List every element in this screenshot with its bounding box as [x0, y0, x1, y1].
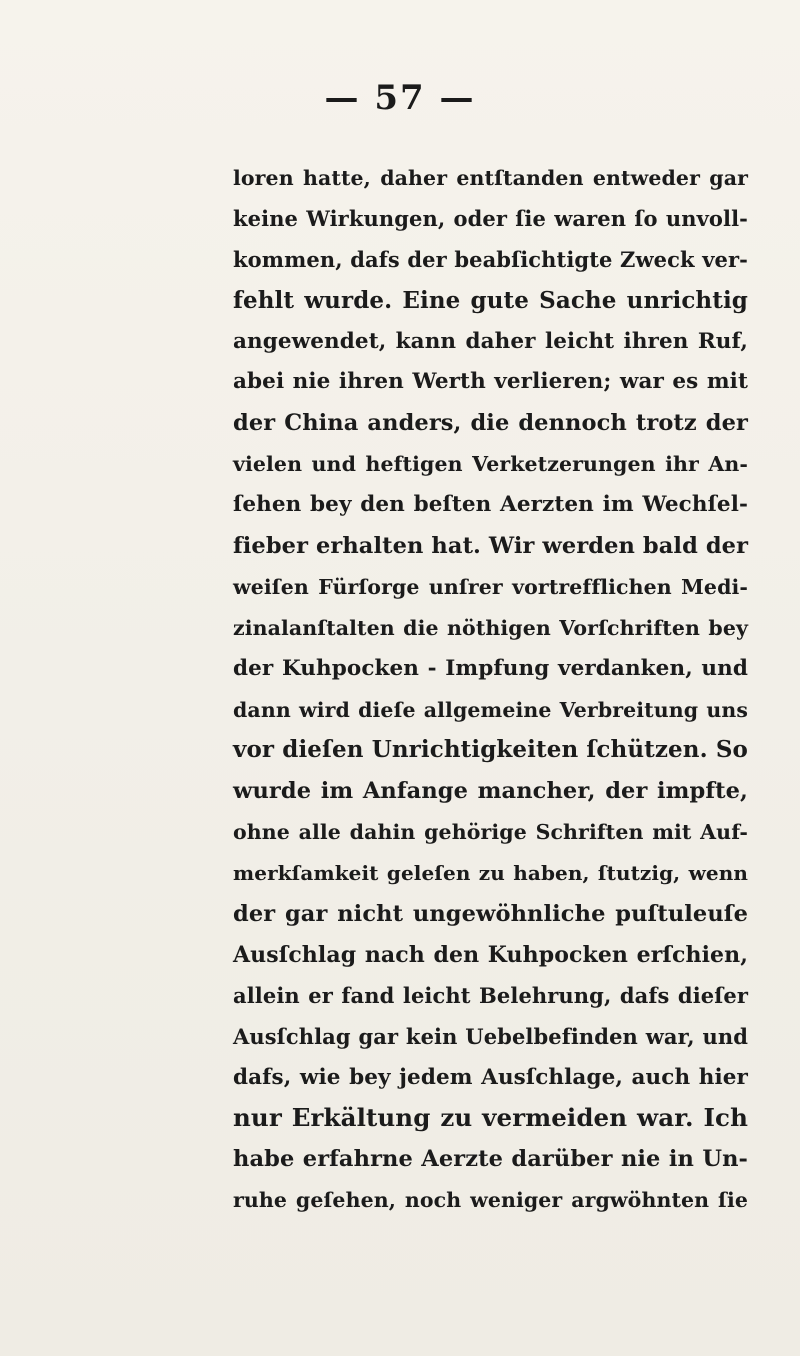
body-text	[233, 158, 748, 1221]
text-line: kommen, dafs der beabſichtigte Zweck ver-	[233, 246, 748, 272]
text-line: dafs, wie bey jedem Ausſchlage, auch hier	[233, 1064, 748, 1090]
text-line: merkſamkeit geleſen zu haben, ſtutzig, wenn	[233, 861, 748, 886]
text-line: ohne alle dahin gehörige Schriften mit Auf-	[233, 820, 748, 845]
text-line: Ausſchlag nach den Kuhpocken erſchien,	[233, 941, 748, 968]
text-line: zinalanſtalten die nöthigen Vorſchriften bey	[233, 615, 748, 640]
text-line: abei nie ihren Werth verlieren; war es mit	[233, 369, 748, 395]
text-line: ſehen bey den beſten Aerzten im Wechſel-	[233, 492, 748, 518]
text-line: fehlt wurde. Eine gute Sache unrichtig	[233, 286, 748, 314]
text-line: vielen und heftigen Verketzerungen ihr An-	[233, 452, 748, 477]
text-line: habe erfahrne Aerzte darüber nie in Un-	[233, 1146, 748, 1173]
text-line: Ausſchlag gar kein Uebelbefinden war, und	[233, 1023, 748, 1049]
text-line: der Kuhpocken - Impfung verdanken, und	[233, 655, 748, 681]
text-line: der China anders, die dennoch trotz der	[233, 410, 748, 437]
text-line: allein er fand leicht Belehrung, dafs dieſer	[233, 982, 748, 1008]
text-line: ruhe geſehen, noch weniger argwöhnten ſie	[233, 1188, 748, 1213]
text-line: loren hatte, daher entſtanden entweder gar	[233, 166, 748, 190]
text-line: weiſen Fürſorge unſrer vortrefflichen Medi-	[233, 574, 748, 599]
text-line: der gar nicht ungewöhnliche puſtuleuſe	[233, 901, 748, 928]
text-line: nur Erkältung zu vermeiden war. Ich	[233, 1103, 748, 1133]
text-line: wurde im Anfange mancher, der impfte,	[233, 778, 748, 805]
text-line: angewendet, kann daher leicht ihren Ruf,	[233, 328, 748, 354]
text-line: keine Wirkungen, oder ſie waren ſo unvoll-	[233, 205, 748, 231]
text-line: dann wird dieſe allgemeine Verbreitung uns	[233, 697, 748, 722]
text-line: vor dieſen Unrichtigkeiten ſchützen. So	[233, 736, 748, 764]
text-line: fieber erhalten hat. Wir werden bald der	[233, 533, 749, 560]
page-number: — 57 —	[324, 78, 476, 118]
